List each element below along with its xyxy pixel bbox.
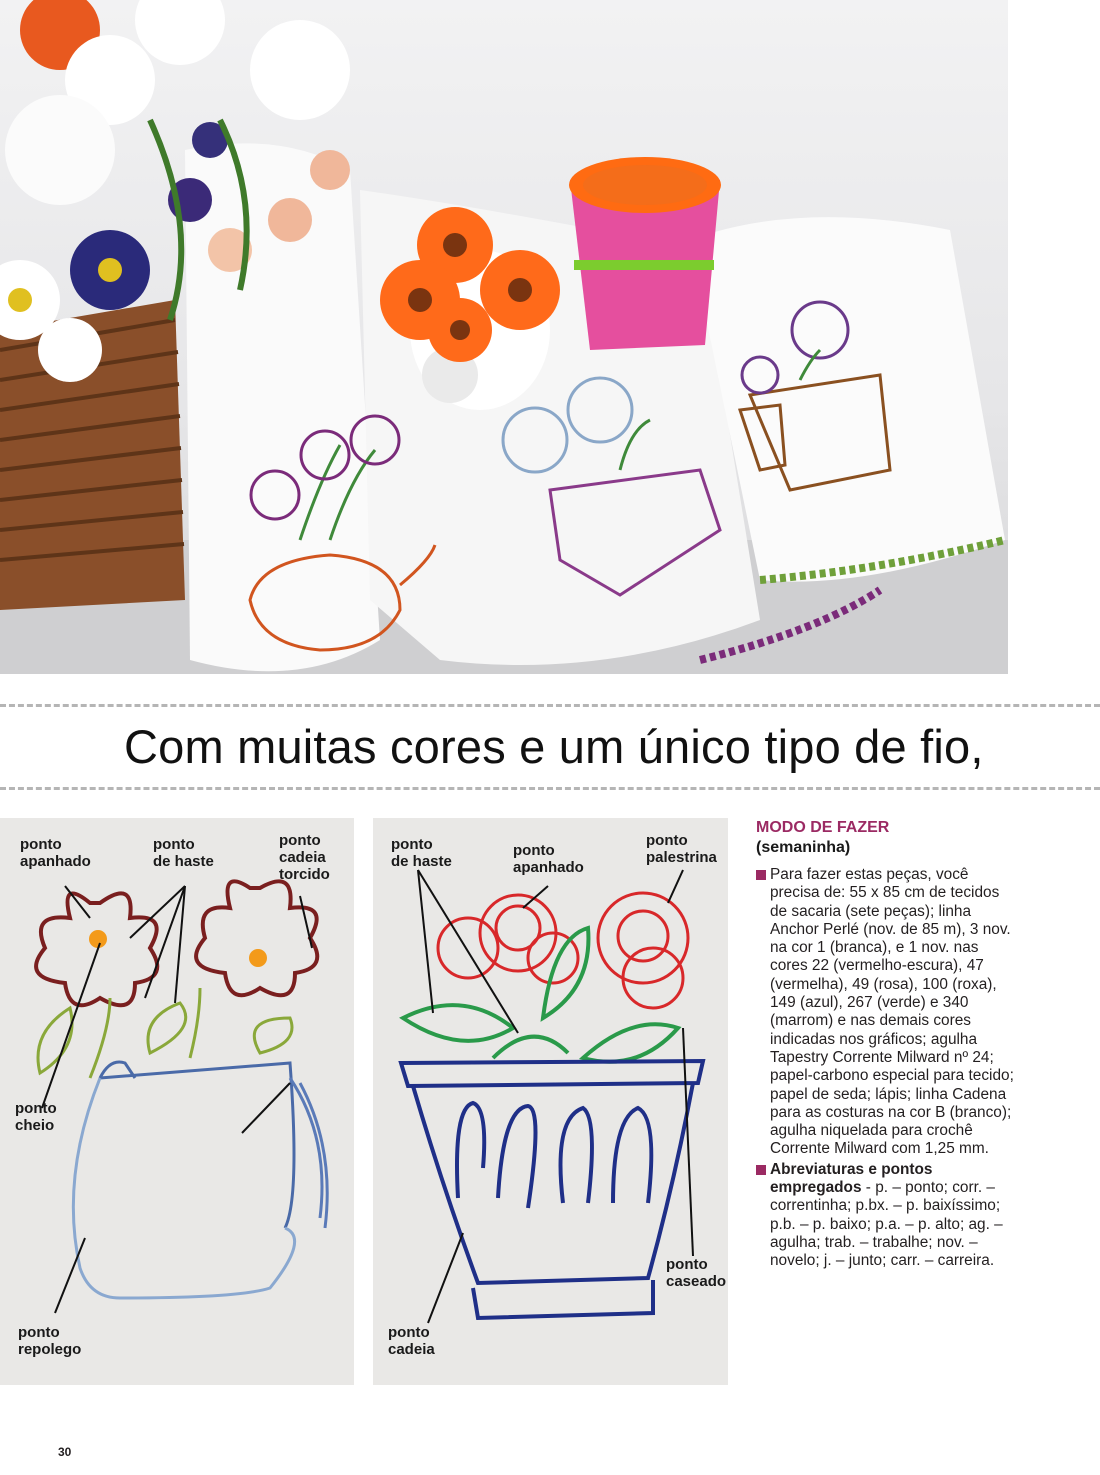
hero-photo [0, 0, 1008, 674]
label-ponto-de-haste: ponto de haste [391, 836, 452, 870]
label-ponto-cadeia: ponto cadeia [388, 1324, 435, 1358]
label-ponto-cadeia-torcido: ponto cadeia torcido [279, 832, 330, 883]
label-ponto-caseado: ponto caseado [666, 1256, 727, 1290]
label-ponto-de-haste: ponto de haste [153, 836, 214, 870]
label-ponto-apanhado: ponto apanhado [513, 842, 584, 876]
instructions-column [756, 818, 1020, 1273]
headline: Com muitas cores e um único tipo de fio, [124, 720, 984, 773]
materials-paragraph [756, 866, 1020, 1159]
square-bullet-icon [756, 1165, 766, 1175]
label-ponto-repolego: ponto repolego [18, 1324, 82, 1358]
label-ponto-apanhado: ponto apanhado [20, 836, 91, 870]
vase-embroidery-image [373, 818, 728, 1385]
dashed-divider-bottom [0, 787, 1100, 790]
instructions-title: MODO DE FAZER [756, 819, 890, 836]
stitch-diagram-left [0, 818, 354, 1385]
abbreviations-text: - p. – ponto; corr. – correntinha; p.bx. – p. baixíssimo; p.b. – p. baixo; p.a. – p. alto; ag. – agulha; trab. – trabalhe; nov. – novelo; j. – junto; carr. – carreira. [770, 1179, 1003, 1270]
stitch-diagram-right [373, 818, 728, 1385]
label-ponto-cheio: ponto cheio [15, 1100, 57, 1134]
dashed-divider-top [0, 704, 1100, 707]
label-ponto-palestrina: ponto palestrina [646, 832, 717, 866]
square-bullet-icon [756, 870, 766, 880]
abbreviations-paragraph [756, 1161, 1020, 1271]
embroidered-towels-illustration [0, 0, 1008, 674]
abbreviations-title: Abreviaturas e pontos empregados [770, 1160, 933, 1197]
materials-text: Para fazer estas peças, você precisa de: 55 x 85 cm de tecidos de sacaria (sete peças); linha Anchor Perlé (nov. de 85 m), 3 nov. na cor 1 (branca), e 1 nov. nas cores 22 (vermelho-escura), 47 (vermelha), 49 (rosa), 100 (roxa), 149 (azul), 267 (verde) e 340 (marrom) e nas demais cores indicadas nos gráficos; agulha Tapestry Corrente Milward nº 24; papel-carbono especial para tecido; papel de seda; lápis; linha Cadena para as costuras na cor B (branco); agulha niquelada para crochê Corrente Milward com 1,25 mm. [770, 866, 1014, 1158]
instructions-subtitle: (semaninha) [756, 839, 851, 856]
page-number: 30 [58, 1445, 72, 1459]
